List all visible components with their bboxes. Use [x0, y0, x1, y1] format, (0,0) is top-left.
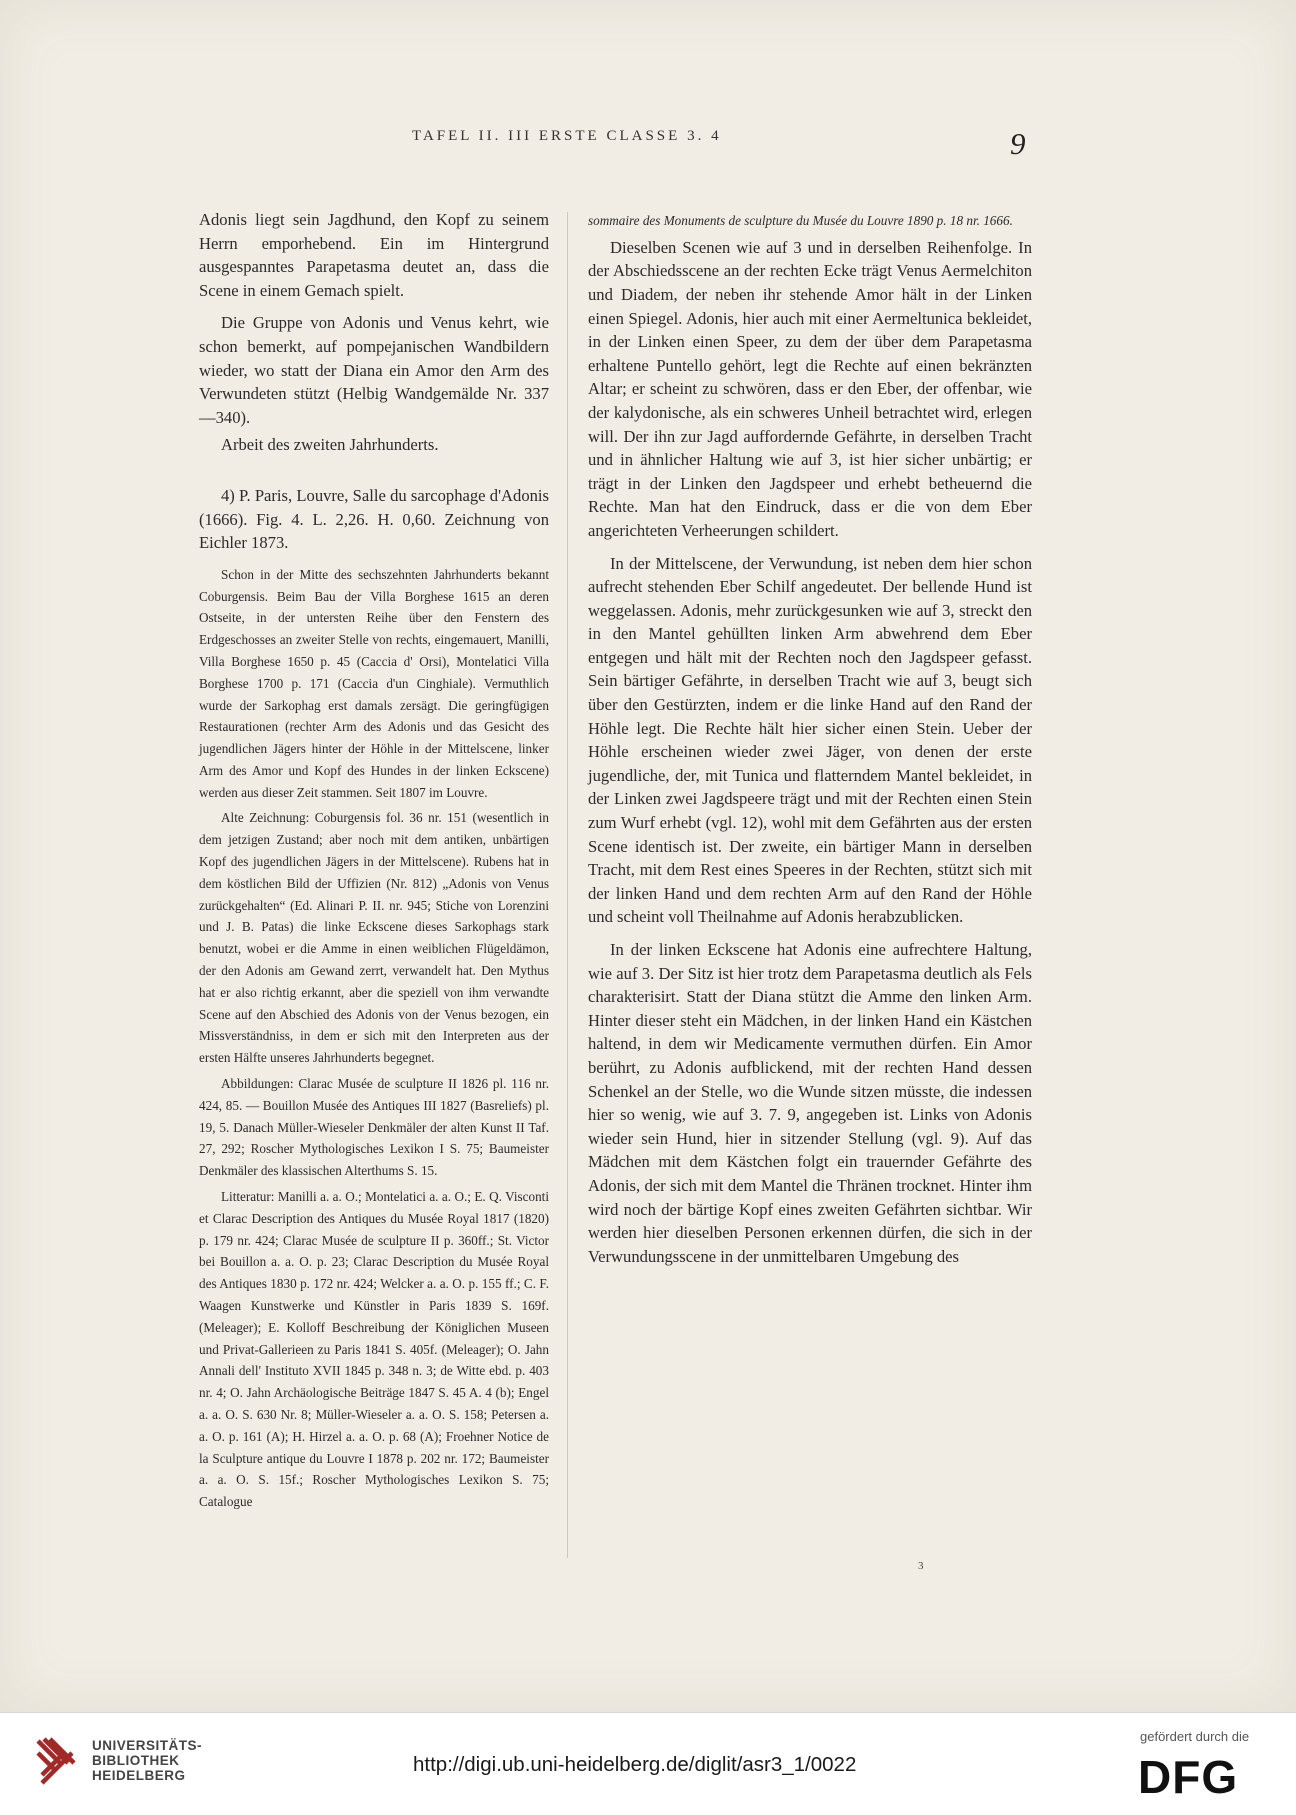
paragraph: Arbeit des zweiten Jahrhunderts. [221, 435, 439, 455]
dfg-logo: DFG [1138, 1751, 1239, 1803]
digitization-footer [0, 1712, 1296, 1815]
permalink-url[interactable]: http://digi.ub.uni-heidelberg.de/diglit/asr3_1/0022 [413, 1753, 857, 1776]
page-number: 9 [1010, 126, 1026, 161]
paragraph: Die Gruppe von Adonis und Venus kehrt, wie schon bemerkt, auf pompejanischen Wandbildern wieder, wo statt der Diana ein Amor den Arm des Verwundeten stützt (Helbig Wandgemälde Nr. 337—340). [199, 313, 549, 427]
paragraph-small: Alte Zeichnung: Coburgensis fol. 36 nr. 151 (wesentlich in dem jetzigen Zustand; aber noch mit dem antiken, unbärtigen Kopf des jugendlichen Jägers in der Mittelscene). Rubens hat in dem köstlichen Bild der Uffizien (Nr. 812) „Adonis von Venus zurückgehalten“ (Ed. Alinari P. II. nr. 945; Stiche von Lorenzini und J. B. Patas) die linke Eckscene dieses Sarkophags stark benutzt, wobei er die Amme in einen weiblichen Flügeldämon, der den Adonis am Gewand zerrt, verwandelt hat. Den Mythus hat er also richtig erkannt, aber die speziell von ihm verwandte Scene auf den Abschied des Adonis von der Venus bezogen, ein Missverständniss, in dem er sich mit den Interpreten aus der ersten Hälfte unseres Jahrhunderts begegnet. [199, 810, 549, 1066]
right-text-column [588, 210, 1032, 1268]
paragraph: In der Mittelscene, der Verwundung, ist neben dem hier schon aufrecht stehenden Eber Schilf angedeutet. Der bellende Hund ist weggelassen. Adonis, mehr zurückgesunken wie auf 3, streckt den in den Mantel gehüllten linken Arm abwehrend dem Eber entgegen und hält mit der Rechten noch den Jagdspeer gefasst. Sein bärtiger Gefährte, in derselben Tracht wie auf 3, beugt sich über den Gestürzten, indem er die linke Hand auf den Rand der Höhle legt. Die Rechte hält hier sicher einen Stein. Ueber der Höhle erscheinen wieder zwei Jäger, von denen der erste jugendliche, der, mit Tunica und flatterndem Mantel bekleidet, in der Linken zwei Jagdspeere trägt und mit der Rechten einen Stein zum Wurf erhebt (vgl. 12), wohl mit dem Gefährten aus der ersten Scene identisch ist. Der zweite, ein bärtiger Mann in derselben Tracht, mit dem Rest eines Speeres in der Rechten, stützt sich mit der linken Hand und dem rechten Arm auf den Rand der Höhle und scheint voll Theilnahme auf Adonis herabzublicken. [588, 553, 1032, 927]
paragraph: In der linken Eckscene hat Adonis eine aufrechtere Haltung, wie auf 3. Der Sitz ist hier trotz dem Parapetasma deutlich als Fels charakterisirt. Statt der Diana stützt die Amme den linken Arm. Hinter dieser steht ein Mädchen, in der linken Hand ein Kästchen haltend, in dem wir Medicamente vermuthen dürfen. Ein Amor berührt, zu Adonis aufblickend, mit der rechten Hand dessen Schenkel an der Stelle, wo die Wunde sitzen müsste, die indessen hier so wenig, wie auf 3. 7. 9, angegeben ist. Links von Adonis wieder sein Hund, hier in sitzender Stellung (vgl. 9). Auf das Mädchen mit dem Kästchen folgt ein trauernder Gefährte des Adonis, der sich mit dem Mantel die Thränen trocknet. Hinter ihm wird noch der bärtige Kopf eines zweiten Gefährten sichtbar. Wir werden hier dieselben Personen erkennen dürfen, die sich in der Verwundungsscene in der unmittelbaren Umgebung des [588, 940, 1032, 1266]
university-library-logo-icon [34, 1735, 84, 1787]
column-divider [567, 212, 568, 1558]
paragraph-small: Litteratur: Manilli a. a. O.; Montelatici a. a. O.; E. Q. Visconti et Clarac Description des Antiques du Musée Royal 1817 (1820) p. 179 nr. 424; Clarac Musée de sculpture II p. 360ff.; St. Victor bei Bouillon a. a. O. p. 23; Clarac Description du Musée Royal des Antiques 1830 p. 172 nr. 424; Welcker a. a. O. p. 155 ff.; C. F. Waagen Kunstwerke und Künstler in Paris 1839 S. 169f. (Meleager); E. Kolloff Beschreibung der Königlichen Museen und Privat-Gallerieen zu Paris 1841 S. 405f. (Meleager); O. Jahn Annali dell' Instituto XVII 1845 p. 348 n. 3; de Witte ebd. p. 403 nr. 4; O. Jahn Archäologische Beiträge 1847 S. 45 A. 4 (b); Engel a. a. O. S. 630 Nr. 8; Müller-Wieseler a. a. O. S. 158; Petersen a. a. O. p. 161 (A); H. Hirzel a. a. O. p. 68 (A); Froehner Notice de la Sculpture antique du Louvre I 1878 p. 202 nr. 172; Baumeister a. a. O. S. 15f.; Roscher Mythologisches Lexikon S. 75; Catalogue [199, 1189, 549, 1510]
paragraph: Dieselben Scenen wie auf 3 und in derselben Reihenfolge. In der Abschiedsscene an der rechten Ecke trägt Venus Aermelchiton und Diadem, der neben ihr stehende Amor hält in der Linken einen Spiegel. Adonis, hier auch mit einer Aermeltunica bekleidet, in der Linken einen Speer, zu dem der über dem Parapetasma erhaltene Puntello gehört, legt die Rechte auf einen bekränzten Altar; er scheint zu schwören, dass er den Eber, der offenbar, wie der kalydonische, als ein schweres Unheil betrachtet wird, erlegen will. Der ihn zur Jagd auffordernde Gefährte, in derselben Tracht und in ähnlicher Haltung wie auf 3, ist hier sicher unbärtig; er trägt in der Linken den Jagdspeer und erhebt betheuernd die Rechte. Man hat den Eindruck, dass er die von dem Eber angerichteten Verheerungen schildert. [588, 237, 1032, 540]
library-name: UNIVERSITÄTS- BIBLIOTHEK HEIDELBERG [92, 1738, 203, 1783]
running-head: TAFEL II. III ERSTE CLASSE 3. 4 [412, 128, 722, 144]
funding-label: gefördert durch die [1140, 1729, 1250, 1744]
entry-heading: 4) P. Paris, Louvre, Salle du sarcophage d'Adonis (1666). Fig. 4. L. 2,26. H. 0,60. Zeichnung von Eichler 1873. [199, 485, 549, 553]
paragraph-small: Abbildungen: Clarac Musée de sculpture II 1826 pl. 116 nr. 424, 85. — Bouillon Musée des Antiques III 1827 (Basreliefs) pl. 19, 5. Danach Müller-Wieseler Denkmäler der alten Kunst II Taf. 27, 292; Roscher Mythologisches Lexikon I S. 75; Baumeister Denkmäler des klassischen Alterthums S. 15. [199, 1076, 549, 1179]
left-text-column [199, 208, 549, 1513]
paragraph-small: Schon in der Mitte des sechszehnten Jahrhunderts bekannt Coburgensis. Beim Bau der Villa Borghese 1615 an deren Ostseite, in der untersten Reihe über den Fenstern des Erdgeschosses an zweiter Stelle von rechts, eingemauert, Manilli, Villa Borghese 1650 p. 45 (Caccia d' Orsi), Montelatici Villa Borghese 1700 p. 171 (Caccia d'un Cinghiale). Vermuthlich wurde der Sarkophag erst damals zersägt. Die geringfügigen Restaurationen (rechter Arm des Adonis und das Gesicht des jugendlichen Jägers hinter der Höhle in der Mittelscene, linker Arm des Amor und Kopf des Hundes in der linken Eckscene) werden aus dieser Zeit stammen. Seit 1807 im Louvre. [199, 566, 549, 800]
paragraph: Adonis liegt sein Jagdhund, den Kopf zu seinem Herrn emporhebend. Ein im Hintergrund ausgespanntes Parapetasma deutet an, dass die Scene in einem Gemach spielt. [199, 210, 549, 300]
signature-mark: 3 [918, 1560, 924, 1572]
paragraph-small: sommaire des Monuments de sculpture du Musée du Louvre 1890 p. 18 nr. 1666. [588, 213, 1013, 228]
